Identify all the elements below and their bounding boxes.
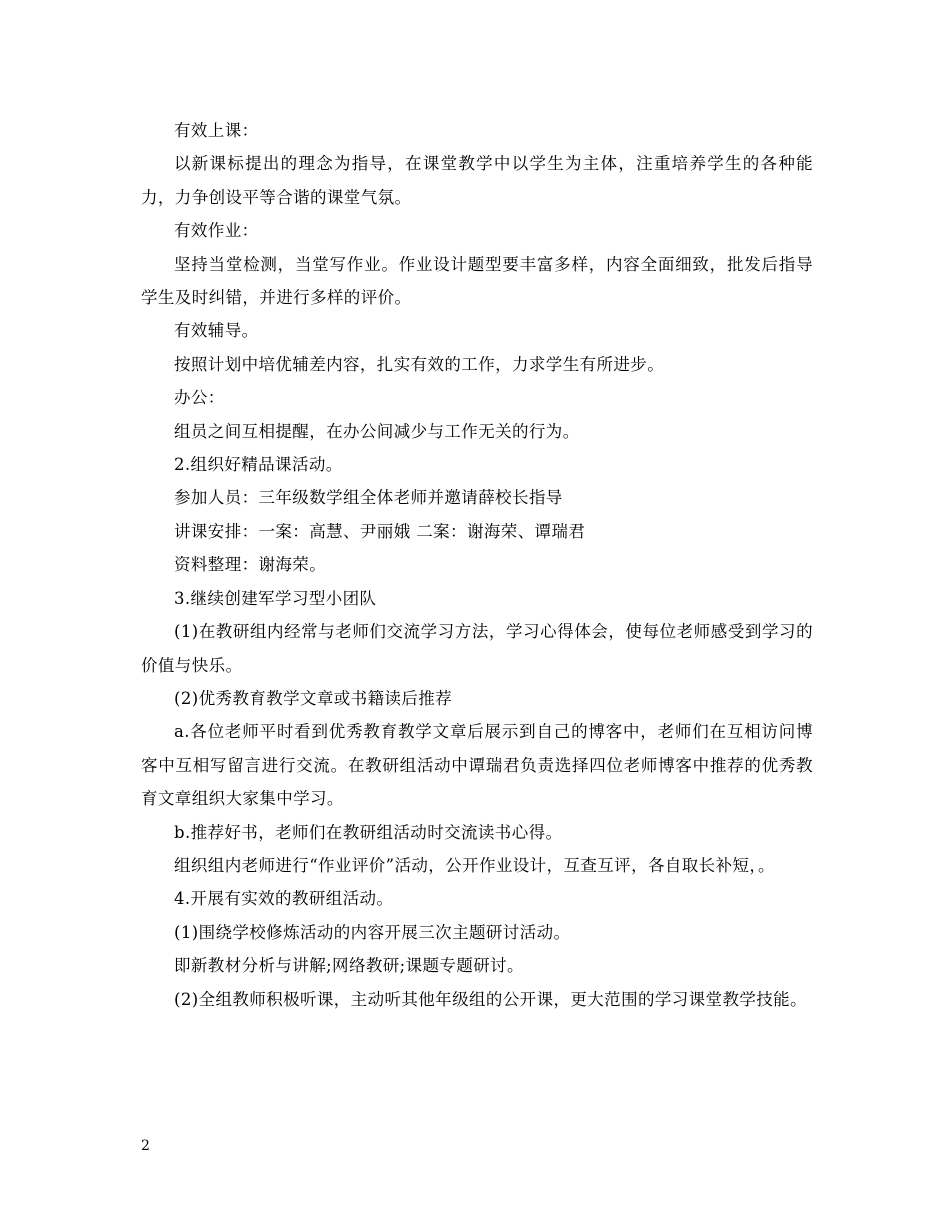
paragraph: 组织组内老师进行“作业评价”活动，公开作业设计，互查互评，各自取长补短，。 [174, 855, 775, 875]
paragraph: 有效作业： [174, 221, 259, 241]
paragraph: 有效上课： [174, 121, 259, 140]
paragraph: 有效辅导。 [174, 321, 259, 341]
paragraph: (1)在教研组内经常与老师们交流学习方法，学习心得体会，使每位老师感受到学习的价值与快乐。 [141, 622, 813, 675]
paragraph: 坚持当堂检测，当堂写作业。作业设计题型要丰富多样，内容全面细致，批发后指导学生及时纠错，并进行多样的评价。 [141, 254, 813, 308]
paragraph: (1)围绕学校修炼活动的内容开展三次主题研讨活动。 [174, 922, 571, 942]
page-number: 2 [141, 1138, 150, 1154]
paragraph: 资料整理：谢海荣。 [174, 555, 327, 575]
paragraph: 办公： [174, 388, 225, 408]
paragraph: 即新教材分析与讲解;网络教研;课题专题研讨。 [174, 956, 524, 976]
paragraph: (2)全组教师积极听课，主动听其他年级组的公开课，更大范围的学习课堂教学技能。 [174, 989, 807, 1009]
paragraph: 讲课安排：一案：高慧、尹丽娥 二案：谢海荣、谭瑞君 [174, 521, 586, 541]
paragraph: 以新课标提出的理念为指导，在课堂教学中以学生为主体，注重培养学生的各种能力，力争创设平等合谐的课堂气氛。 [141, 154, 813, 207]
paragraph: a.各位老师平时看到优秀教育教学文章后展示到自己的博客中，老师们在互相访问博客中互相写留言进行交流。在教研组活动中谭瑞君负责选择四位老师博客中推荐的优秀教育文章组织大家集中学习。 [141, 722, 813, 809]
paragraph: 3.继续创建军学习型小团队 [174, 588, 377, 608]
paragraph: b.推荐好书，老师们在教研组活动时交流读书心得。 [174, 822, 563, 842]
paragraph: 2.组织好精品课活动。 [174, 455, 343, 475]
paragraph: (2)优秀教育教学文章或书籍读后推荐 [174, 688, 453, 708]
paragraph: 组员之间互相提醒，在办公间减少与工作无关的行为。 [174, 421, 580, 441]
document-body [141, 114, 813, 1016]
paragraph: 按照计划中培优辅差内容，扎实有效的工作，力求学生有所进步。 [174, 354, 665, 374]
paragraph: 参加人员：三年级数学组全体老师并邀请薛校长指导 [174, 488, 563, 508]
paragraph: 4.开展有实效的教研组活动。 [174, 889, 394, 909]
